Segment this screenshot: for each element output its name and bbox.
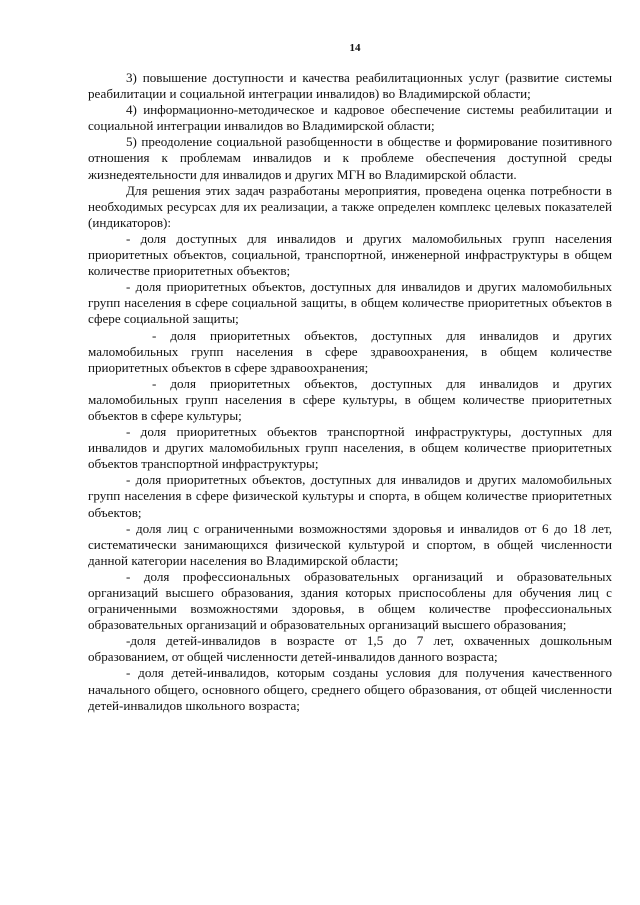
indicator-item: - доля лиц с ограниченными возможностями здоровья и инвалидов от 6 до 18 лет, систематически занимающихся физической культурой и спортом, в общей численности данной категории населения во Владимирской области; <box>88 520 612 568</box>
paragraph-intro-indicators: Для решения этих задач разработаны мероприятия, проведена оценка потребности в необходимых ресурсах для их реализации, а также определен комплекс целевых показателей (индикаторов): <box>88 182 612 230</box>
paragraph-task-4: 4) информационно-методическое и кадровое обеспечение системы реабилитации и социальной интеграции инвалидов во Владимирской области; <box>88 102 612 134</box>
indicator-item: - доля детей-инвалидов, которым созданы условия для получения качественного начального общего, основного общего, среднего общего образования, от общей численности детей-инвалидов школьного возраста; <box>88 665 612 713</box>
indicator-item: -доля детей-инвалидов в возрасте от 1,5 до 7 лет, охваченных дошкольным образованием, от общей численности детей-инвалидов данного возраста; <box>88 633 612 665</box>
indicator-item: - доля профессиональных образовательных организаций и образовательных организаций высшего образования, здания которых приспособлены для обучения лиц с ограниченными возможностями здоровья, в общем количестве профессиональных образовательных организаций и образовательных организаций высшего образования; <box>88 568 612 633</box>
indicator-item: - доля доступных для инвалидов и других маломобильных групп населения приоритетных объектов, социальной, транспортной, инженерной инфраструктуры в общем количестве приоритетных объектов; <box>88 230 612 279</box>
document-body <box>88 70 612 714</box>
indicator-item: - доля приоритетных объектов, доступных для инвалидов и других маломобильных групп населения в сфере физической культуры и спорта, в общем количестве приоритетных объектов; <box>88 472 612 520</box>
indicator-item: - доля приоритетных объектов транспортной инфраструктуры, доступных для инвалидов и других маломобильных групп населения, в общем количестве приоритетных объектов транспортной инфраструктуры; <box>88 424 612 472</box>
paragraph-task-5: 5) преодоление социальной разобщенности в обществе и формирование позитивного отношения к проблемам инвалидов и к проблеме обеспечения доступной среды жизнедеятельности для инвалидов и других МГН во Владимирской области. <box>88 134 612 182</box>
indicator-item: - доля приоритетных объектов, доступных для инвалидов и других маломобильных групп населения в сфере здравоохранения, в общем количестве приоритетных объектов в сфере здравоохранения; <box>88 327 612 375</box>
paragraph-task-3: 3) повышение доступности и качества реабилитационных услуг (развитие системы реабилитации и социальной интеграции инвалидов) во Владимирской области; <box>88 70 612 102</box>
indicator-item: - доля приоритетных объектов, доступных для инвалидов и других маломобильных групп населения в сфере культуры, в общем количестве приоритетных объектов в сфере культуры; <box>88 375 612 423</box>
page-number: 14 <box>349 42 361 54</box>
indicator-item: - доля приоритетных объектов, доступных для инвалидов и других маломобильных групп населения в сфере социальной защиты, в общем количестве приоритетных объектов в сфере социальной защиты; <box>88 279 612 327</box>
